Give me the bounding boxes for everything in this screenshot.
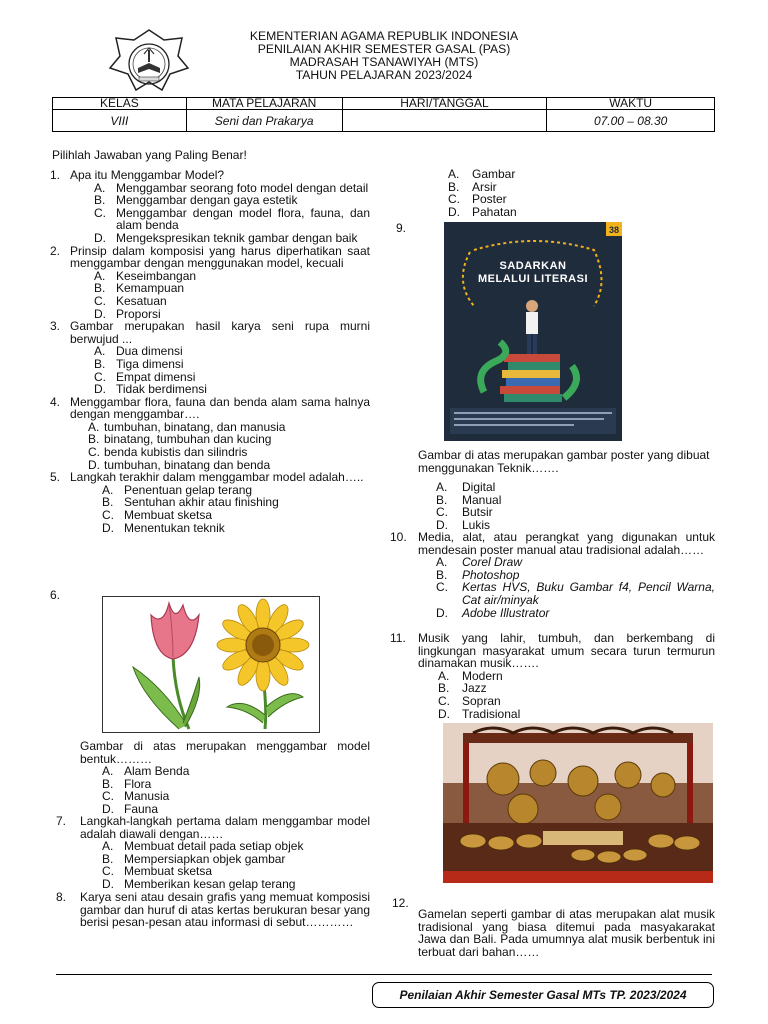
question-text: Prinsip dalam komposisi yang harus diperhatikan saat menggambar dengan menggunakan model, kecuali — [70, 243, 370, 271]
option-letter: D. — [94, 382, 106, 397]
option-letter: B. — [102, 776, 114, 791]
option-text: Kertas HVS, Buku Gambar f4, Pencil Warna, Cat air/minyak — [462, 580, 715, 607]
answer-option[interactable] — [418, 481, 715, 494]
question-item — [390, 632, 715, 720]
answer-option[interactable] — [390, 556, 715, 569]
option-letter: C. — [88, 445, 100, 460]
option-letter: A. — [102, 839, 114, 854]
option-text: Mempersiapkan objek gambar — [124, 851, 286, 866]
header-exam: PENILAIAN AKHIR SEMESTER GASAL (PAS) — [257, 42, 511, 56]
option-text: Digital — [462, 480, 496, 495]
question-text: Musik yang lahir, tumbuh, dan berkembang di lingkungan masyarakat umum secara turun termurun dinamakan musik……. — [418, 631, 715, 671]
question-number: 8. — [56, 890, 67, 904]
option-letter: B. — [94, 193, 106, 208]
option-letter: C. — [102, 789, 114, 804]
option-text: Gambar — [472, 167, 516, 181]
option-letter: A. — [436, 480, 448, 495]
question-11 — [390, 632, 715, 720]
option-letter: A. — [102, 482, 114, 497]
option-text: Fauna — [124, 801, 159, 816]
document-header — [200, 30, 568, 82]
option-letter: D. — [448, 204, 460, 219]
question-9 — [418, 449, 715, 532]
value-waktu: 07.00 – 08.30 — [547, 110, 715, 132]
answer-option[interactable] — [56, 878, 370, 891]
left-column-questions — [50, 169, 370, 534]
question-item — [50, 320, 370, 396]
option-letter: B. — [438, 681, 450, 696]
header-ministry: KEMENTERIAN AGAMA REPUBLIK INDONESIA — [249, 29, 519, 43]
info-table — [52, 97, 715, 132]
option-text: Memberikan kesan gelap terang — [124, 876, 296, 891]
option-letter: B. — [94, 281, 106, 296]
value-mata-pelajaran: Seni dan Prakarya — [186, 110, 342, 132]
option-text: Menentukan teknik — [124, 520, 225, 535]
question-number: 1. — [50, 168, 61, 182]
question-8-options — [448, 168, 648, 218]
option-letter: C. — [436, 580, 448, 595]
option-letter: A. — [102, 764, 114, 779]
literacy-poster-image — [444, 222, 622, 441]
instruction: Pilihlah Jawaban yang Paling Benar! — [52, 148, 247, 162]
option-letter: D. — [94, 306, 106, 321]
option-text: Membuat detail pada setiap objek — [124, 839, 304, 854]
option-letter: D. — [102, 876, 114, 891]
question-number: 10. — [390, 530, 407, 544]
header-waktu: WAKTU — [547, 98, 715, 110]
question-text: Gambar di atas merupakan gambar poster yang dibuat menggunakan Teknik……. — [418, 448, 710, 475]
option-letter: D. — [436, 517, 448, 532]
option-letter: D. — [88, 457, 100, 472]
option-text: Proporsi — [116, 306, 161, 321]
option-text: Tidak berdimensi — [116, 382, 207, 397]
poster-title: SADARKAN MELALUI LITERASI — [477, 260, 589, 285]
option-letter: C. — [448, 192, 460, 207]
answer-option[interactable] — [390, 607, 715, 620]
option-letter: C. — [94, 205, 106, 220]
option-text: Alam Benda — [124, 764, 190, 779]
answer-option[interactable] — [50, 509, 370, 522]
question-number: 5. — [50, 470, 61, 485]
option-letter: D. — [102, 520, 114, 535]
header-mata-pelajaran: MATA PELAJARAN — [186, 98, 342, 110]
gamelan-image — [443, 723, 713, 883]
option-letter: A. — [94, 344, 106, 359]
option-text: tumbuhan, binatang, dan manusia — [104, 419, 286, 434]
question-text: Apa itu Menggambar Model? — [70, 168, 225, 182]
option-letter: C. — [102, 864, 114, 879]
option-text: Tradisional — [462, 706, 521, 721]
option-text: Penentuan gelap terang — [124, 482, 253, 497]
answer-option[interactable] — [448, 168, 648, 181]
option-text: Butsir — [462, 505, 493, 520]
value-hari-tanggal — [342, 110, 547, 132]
option-letter: A. — [436, 555, 448, 570]
question-8 — [56, 891, 370, 929]
option-text: Kemampuan — [116, 281, 185, 296]
question-number-9: 9. — [396, 221, 407, 235]
option-text: Membuat sketsa — [124, 508, 213, 523]
question-text: Langkah terakhir dalam menggambar model adalah….. — [70, 470, 364, 485]
question-10 — [390, 531, 715, 619]
answer-option[interactable] — [390, 581, 715, 606]
option-letter: B. — [94, 356, 106, 371]
option-text: Dua dimensi — [116, 344, 183, 359]
option-letter: B. — [102, 851, 114, 866]
option-letter: C. — [94, 293, 106, 308]
answer-option[interactable] — [448, 206, 648, 219]
answer-option[interactable] — [50, 358, 370, 371]
option-text: Kesatuan — [116, 293, 167, 308]
answer-option[interactable] — [50, 383, 370, 396]
question-item — [56, 815, 370, 891]
option-text: Adobe Illustrator — [462, 605, 550, 620]
answer-option[interactable] — [50, 295, 370, 308]
option-letter: D. — [102, 801, 114, 816]
option-letter: C. — [94, 369, 106, 384]
header-year: TAHUN PELAJARAN 2023/2024 — [295, 68, 473, 82]
option-letter: A. — [88, 419, 100, 434]
header-kelas: KELAS — [53, 98, 187, 110]
option-text: Empat dimensi — [116, 369, 196, 384]
answer-option[interactable] — [50, 522, 370, 535]
option-text: Menggambar dengan gaya estetik — [116, 193, 298, 208]
option-text: tumbuhan, binatang dan benda — [104, 457, 271, 472]
option-text: Photoshop — [462, 567, 520, 582]
question-text: Karya seni atau desain grafis yang memuat komposisi gambar dan huruf di atas kertas berukuran besar yang berisi pesan-pesan atau informasi di sebut………… — [80, 890, 370, 930]
question-item — [50, 245, 370, 321]
option-text: Keseimbangan — [116, 268, 197, 283]
option-letter: B. — [448, 179, 460, 194]
value-kelas: VIII — [53, 110, 187, 132]
option-letter: B. — [88, 432, 100, 447]
answer-option[interactable] — [50, 207, 370, 232]
answer-option[interactable] — [448, 193, 648, 206]
question-item — [56, 891, 370, 929]
option-letter: D. — [438, 706, 450, 721]
option-text: Manusia — [124, 789, 170, 804]
question-text: Gambar merupakan hasil karya seni rupa murni berwujud ... — [70, 319, 370, 346]
option-letter: A. — [94, 180, 106, 195]
option-text: Modern — [462, 668, 503, 683]
question-item — [390, 531, 715, 619]
question-text: Gambar di atas merupakan menggambar model bentuk……… — [80, 739, 370, 766]
question-item — [50, 396, 370, 472]
question-text: Langkah-langkah pertama dalam menggambar model adalah diawali dengan…… — [80, 814, 370, 841]
question-item — [50, 471, 370, 534]
question-number-12: 12. — [392, 896, 409, 910]
ministry-logo — [108, 28, 190, 94]
option-letter: B. — [436, 492, 448, 507]
option-letter: C. — [102, 508, 114, 523]
option-letter: C. — [438, 693, 450, 708]
option-text: Mengekspresikan teknik gambar dengan baik — [116, 230, 358, 245]
answer-option[interactable] — [50, 194, 370, 207]
option-text: Arsir — [472, 179, 497, 194]
option-text: Sentuhan akhir atau finishing — [124, 495, 279, 510]
option-text: Membuat sketsa — [124, 864, 213, 879]
question-text: Menggambar flora, fauna dan benda alam sama halnya dengan menggambar…. — [70, 394, 370, 422]
question-item — [50, 169, 370, 245]
option-letter: D. — [94, 230, 106, 245]
answer-option[interactable] — [80, 765, 370, 778]
option-text: Menggambar seorang foto model dengan detail — [116, 180, 369, 195]
option-letter: B. — [102, 495, 114, 510]
header-school: MADRASAH TSANAWIYAH (MTS) — [289, 55, 479, 69]
option-letter: A. — [438, 668, 450, 683]
answer-option[interactable] — [50, 232, 370, 245]
option-letter: D. — [436, 605, 448, 620]
option-text: binatang, tumbuhan dan kucing — [104, 432, 272, 447]
question-number: 2. — [50, 243, 61, 258]
option-letter: C. — [436, 505, 448, 520]
answer-option[interactable] — [56, 840, 370, 853]
option-text: Poster — [472, 192, 507, 207]
flower-image — [102, 596, 320, 733]
option-text: Manual — [462, 492, 502, 507]
footer-divider — [56, 974, 712, 975]
option-text: Corel Draw — [462, 555, 523, 570]
question-number: 11. — [390, 631, 406, 645]
footer-label: Penilaian Akhir Semester Gasal MTs TP. 2023/2024 — [372, 982, 714, 1008]
option-text: Jazz — [462, 681, 487, 696]
option-text: Lukis — [462, 517, 491, 532]
question-6 — [80, 740, 370, 816]
option-text: Tiga dimensi — [116, 356, 184, 371]
option-letter: A. — [94, 268, 106, 283]
answer-option[interactable] — [390, 695, 715, 708]
option-letter: B. — [436, 567, 448, 582]
option-text: Pahatan — [472, 204, 517, 219]
question-12-text: Gamelan seperti gambar di atas merupakan alat musik tradisional yang biasa ditemui pada masyakarakat Jawa dan Bali. Pada umumnya alat musik berbentuk ini terbuat dari bahan…… — [418, 907, 715, 959]
question-number: 7. — [56, 814, 67, 828]
option-letter: A. — [448, 167, 460, 181]
answer-option[interactable] — [390, 708, 715, 721]
question-7 — [56, 815, 370, 891]
option-text: Menggambar dengan model flora, fauna, dan alam benda — [116, 205, 370, 233]
option-text: Sopran — [462, 693, 501, 708]
option-text: benda kubistis dan silindris — [104, 445, 248, 460]
header-hari-tanggal: HARI/TANGGAL — [342, 98, 547, 110]
question-text: Media, alat, atau perangkat yang digunakan untuk mendesain poster manual atau tradisional adalah…… — [418, 530, 715, 557]
answer-option[interactable] — [50, 446, 370, 459]
question-number-6: 6. — [50, 588, 61, 602]
question-number: 3. — [50, 319, 61, 334]
option-text: Flora — [124, 776, 152, 791]
poster-badge: 38 — [608, 225, 620, 235]
question-number: 4. — [50, 394, 61, 409]
